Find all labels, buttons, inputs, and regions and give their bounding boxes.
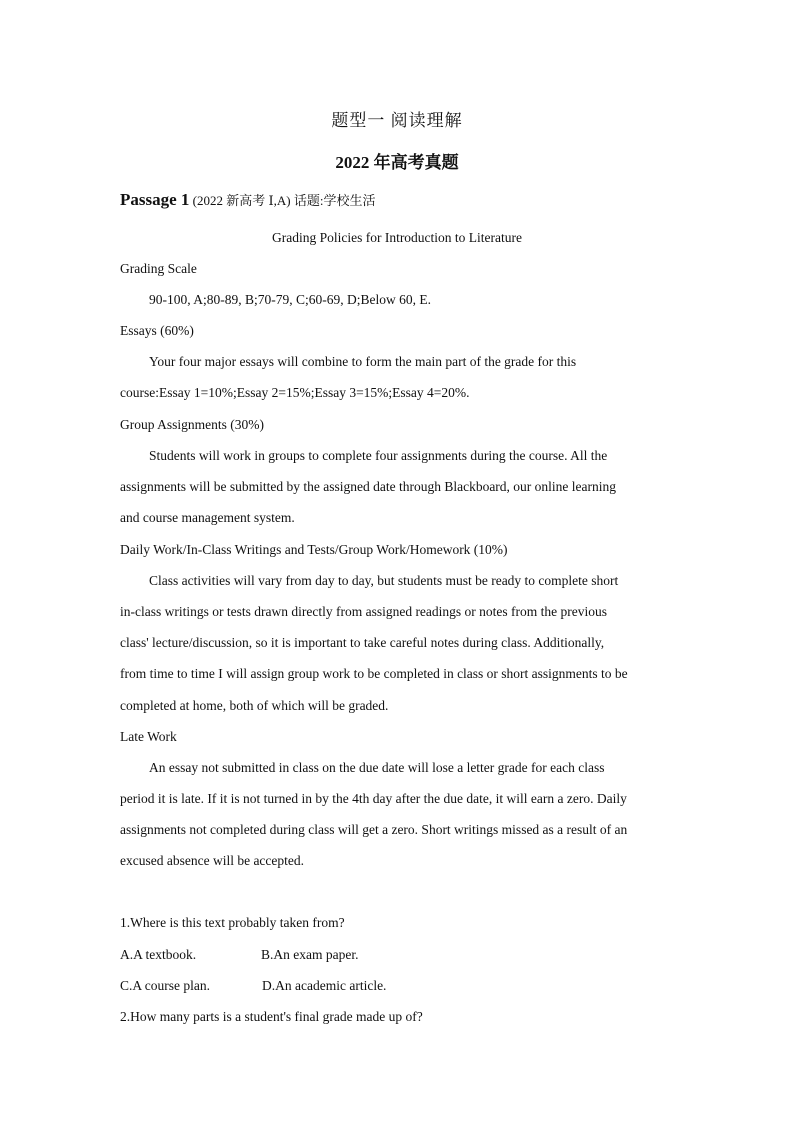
late-paragraph-line: period it is late. If it is not turned in by the 4th day after the due date, it will earn a zero. Daily bbox=[120, 791, 627, 806]
grading-scale-heading: Grading Scale bbox=[120, 261, 197, 276]
section-title: 题型一 阅读理解 bbox=[331, 111, 463, 130]
group-paragraph-line: and course management system. bbox=[120, 510, 295, 525]
daily-paragraph-line: Class activities will vary from day to day, but students must be ready to complete short bbox=[149, 573, 619, 588]
late-paragraph-line: assignments not completed during class will get a zero. Short writings missed as a result of an bbox=[120, 822, 628, 837]
group-paragraph-line: Students will work in groups to complete four assignments during the course. All the bbox=[149, 448, 608, 463]
late-work-heading: Late Work bbox=[120, 729, 177, 744]
group-paragraph-line: assignments will be submitted by the assigned date through Blackboard, our online learning bbox=[120, 479, 617, 494]
essays-paragraph-line: Your four major essays will combine to form the main part of the grade for this bbox=[149, 354, 577, 369]
question-1-option-a: A.A textbook. bbox=[120, 947, 197, 962]
passage-source: (2022 新高考 Ⅰ,A) bbox=[192, 193, 291, 208]
question-1-option-b: B.An exam paper. bbox=[261, 947, 359, 962]
late-paragraph-line: excused absence will be accepted. bbox=[120, 853, 305, 868]
passage-topic: 话题:学校生活 bbox=[293, 193, 376, 208]
essays-paragraph-line: course:Essay 1=10%;Essay 2=15%;Essay 3=15%;Essay 4=20%. bbox=[120, 385, 470, 400]
passage-name: Passage 1 bbox=[120, 190, 190, 209]
daily-work-heading: Daily Work/In-Class Writings and Tests/Group Work/Homework (10%) bbox=[120, 542, 508, 557]
daily-paragraph-line: class' lecture/discussion, so it is important to take careful notes during class. Additionally, bbox=[120, 635, 605, 650]
passage-header bbox=[120, 190, 375, 210]
group-assignments-heading: Group Assignments (30%) bbox=[120, 417, 264, 432]
question-1-option-c: C.A course plan. bbox=[120, 978, 210, 993]
daily-paragraph-line: in-class writings or tests drawn directly from assigned readings or notes from the previous bbox=[120, 604, 608, 619]
late-paragraph-line: An essay not submitted in class on the due date will lose a letter grade for each class bbox=[149, 760, 605, 775]
essays-heading: Essays (60%) bbox=[120, 323, 194, 338]
grading-scale-text: 90-100, A;80-89, B;70-79, C;60-69, D;Below 60, E. bbox=[149, 292, 431, 307]
exam-year-title: 2022 年高考真题 bbox=[335, 153, 459, 172]
daily-paragraph-line: from time to time I will assign group work to be completed in class or short assignments to be bbox=[120, 666, 628, 681]
question-1-stem: 1.Where is this text probably taken from? bbox=[120, 915, 345, 930]
daily-paragraph-line: completed at home, both of which will be graded. bbox=[120, 698, 389, 713]
question-2-stem: 2.How many parts is a student's final grade made up of? bbox=[120, 1009, 423, 1024]
question-1-option-d: D.An academic article. bbox=[262, 978, 387, 993]
document-title: Grading Policies for Introduction to Literature bbox=[271, 230, 523, 245]
